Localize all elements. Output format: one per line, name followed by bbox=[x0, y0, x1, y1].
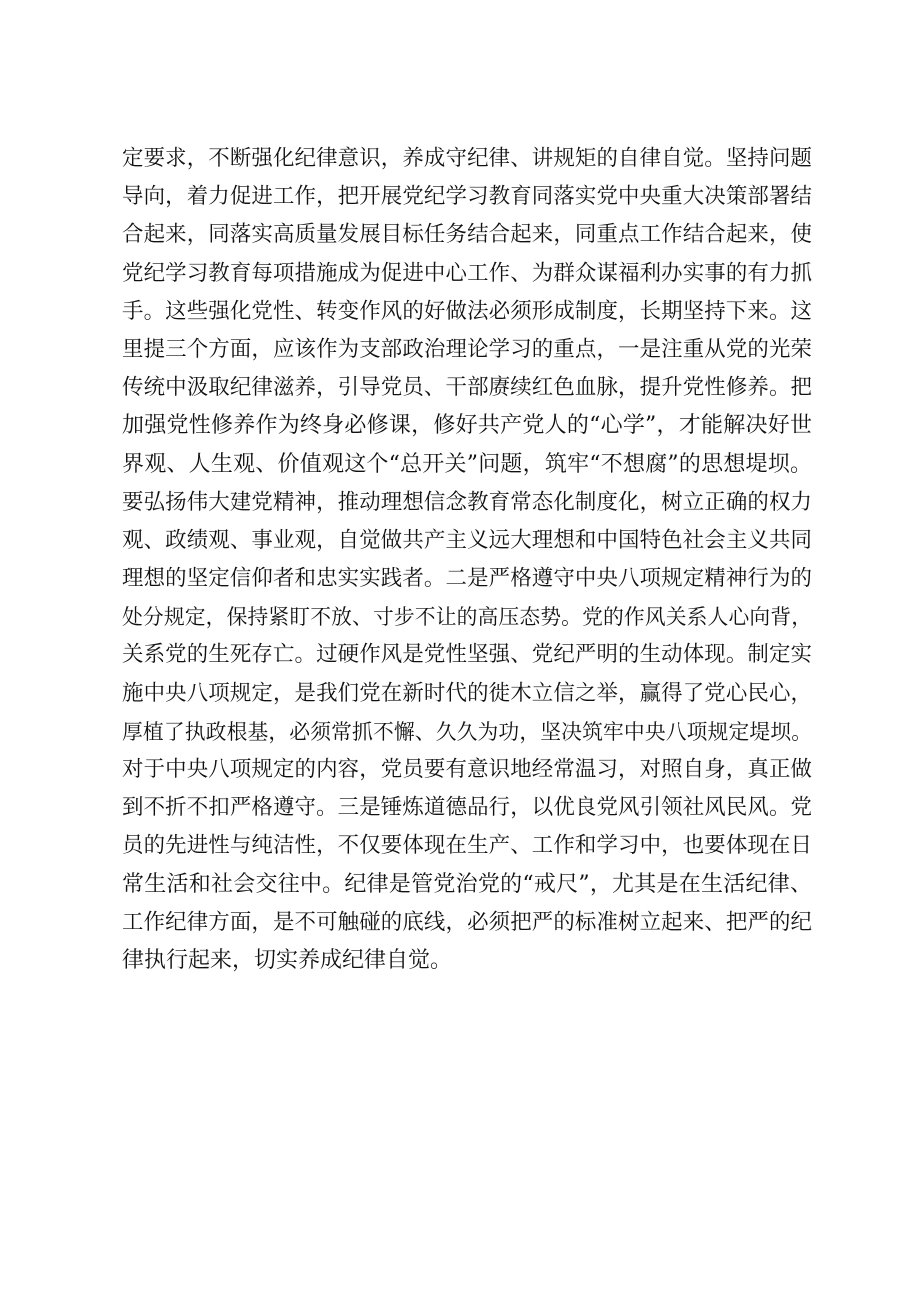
text-line: 常生活和社会交往中。纪律是管党治党的“戒尺”，尤其是在生活纪律、 bbox=[122, 871, 812, 897]
text-line: 定要求，不断强化纪律意识，养成守纪律、讲规矩的自律自觉。坚持问题 bbox=[122, 146, 812, 171]
text-line: 工作纪律方面，是不可触碰的底线，必须把严的标准树立起来、把严的纪 bbox=[122, 909, 812, 935]
text-line: 到不折不扣严格遵守。三是锤炼道德品行，以优良党风引领社风民风。党 bbox=[122, 795, 812, 821]
text-line: 对于中央八项规定的内容，党员要有意识地经常温习，对照自身，真正做 bbox=[122, 757, 812, 782]
text-line: 观、政绩观、事业观，自觉做共产主义远大理想和中国特色社会主义共同 bbox=[122, 527, 812, 553]
text-line: 加强党性修养作为终身必修课，修好共产党人的“心学”，才能解决好世 bbox=[122, 413, 812, 439]
text-line: 关系党的生死存亡。过硬作风是党性坚强、党纪严明的生动体现。制定实 bbox=[122, 642, 812, 668]
text-line: 员的先进性与纯洁性，不仅要体现在生产、工作和学习中，也要体现在日 bbox=[122, 833, 812, 859]
text-line: 厚植了执政根基，必须常抓不懈、久久为功，坚决筑牢中央八项规定堤坝。 bbox=[122, 719, 812, 744]
text-line: 传统中汲取纪律滋养，引导党员、干部赓续红色血脉，提升党性修养。把 bbox=[122, 375, 812, 401]
text-line: 手。这些强化党性、转变作风的好做法必须形成制度，长期坚持下来。这 bbox=[122, 298, 812, 324]
text-line: 处分规定，保持紧盯不放、寸步不让的高压态势。党的作风关系人心向背， bbox=[122, 605, 812, 630]
text-line: 要弘扬伟大建党精神，推动理想信念教育常态化制度化，树立正确的权力 bbox=[122, 489, 812, 515]
text-line: 理想的坚定信仰者和忠实实践者。二是严格遵守中央八项规定精神行为的 bbox=[122, 566, 812, 592]
text-line: 导向，着力促进工作，把开展党纪学习教育同落实党中央重大决策部署结 bbox=[122, 184, 812, 210]
text-line: 党纪学习教育每项措施成为促进中心工作、为群众谋福利办实事的有力抓 bbox=[122, 260, 812, 286]
text-line: 合起来，同落实高质量发展目标任务结合起来，同重点工作结合起来，使 bbox=[122, 222, 812, 248]
text-line: 里提三个方面，应该作为支部政治理论学习的重点，一是注重从党的光荣 bbox=[122, 336, 812, 362]
text-line: 律执行起来，切实养成纪律自觉。 bbox=[122, 947, 453, 973]
text-line: 界观、人生观、价值观这个“总开关”问题，筑牢“不想腐”的思想堤坝。 bbox=[122, 451, 812, 477]
body-paragraph bbox=[122, 140, 812, 980]
text-line: 施中央八项规定，是我们党在新时代的徙木立信之举，赢得了党心民心， bbox=[122, 680, 812, 706]
